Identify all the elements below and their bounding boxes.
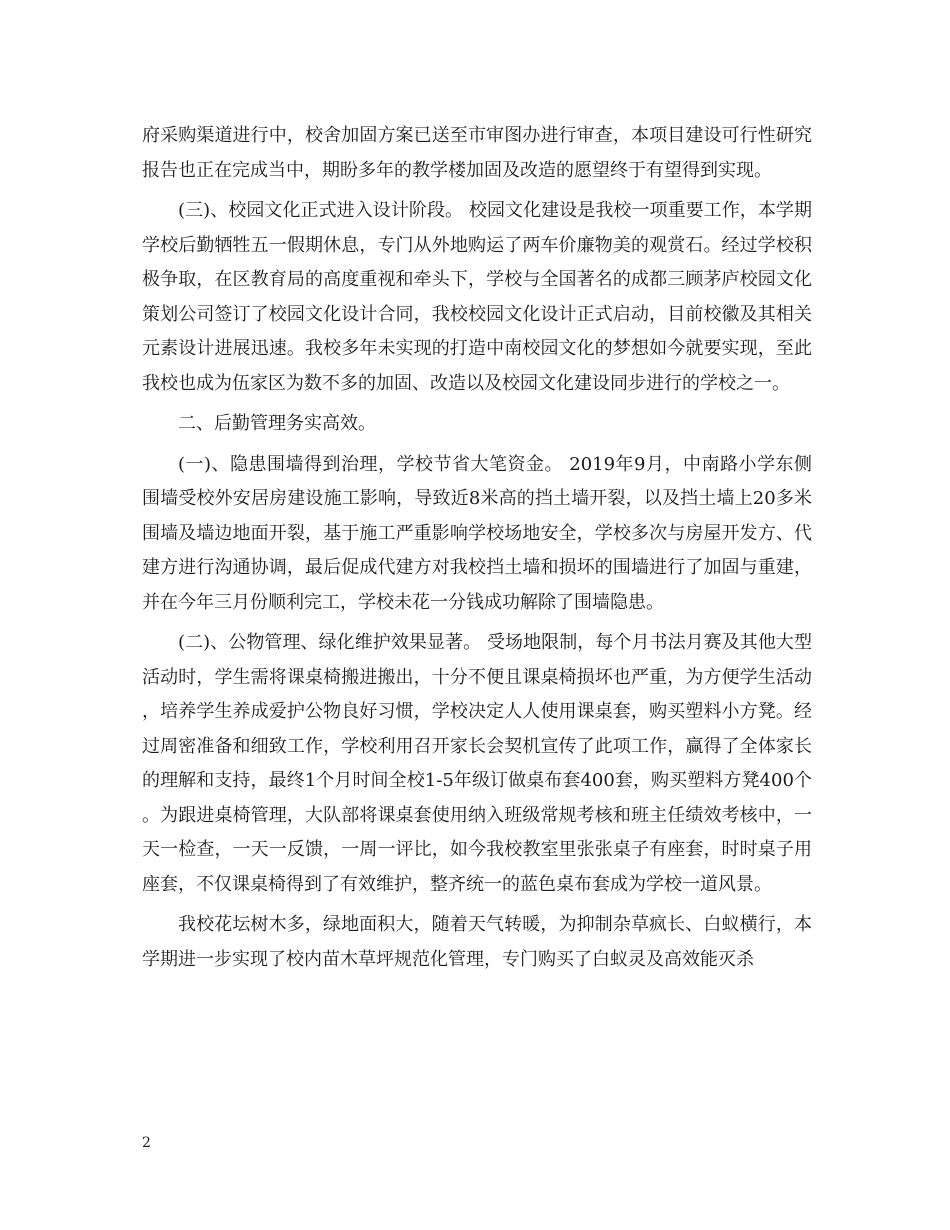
section-heading-logistics: 二、后勤管理务实高效。	[178, 413, 376, 434]
paragraph-campus-culture: (三)、校园文化正式进入设计阶段。 校园文化建设是我校一项重要工作，本学期学校后勤牺牲五一假期休息，专门从外地购运了两车价廉物美的观赏石。经过学校积极争取，在区教育局的高度重视和牵头下，学校与全国著名的成都三顾茅庐校园文化策划公司签订了校园文化设计合同，我校校园文化设计正式启动，目前校徽及其相关元素设计进展迅速。我校多年未实现的打造中南校园文化的梦想如今就要实现，至此我校也成为伍家区为数不多的加固、改造以及校园文化建设同步进行的学校之一。	[142, 200, 812, 394]
paragraph-greening: 我校花坛树木多，绿地面积大，随着天气转暖，为抑制杂草疯长、白蚁横行，本学期进一步实现了校内苗木草坪规范化管理，专门购买了白蚁灵及高效能灭杀	[142, 914, 812, 970]
paragraph-property-management: (二)、公物管理、绿化维护效果显著。 受场地限制，每个月书法月赛及其他大型活动时，学生需将课桌椅搬进搬出，十分不便且课桌椅损坏也严重，为方便学生活动，培养学生养成爱护公物良好习惯，学校决定人人使用课桌套，购买塑料小方凳。经过周密准备和细致工作，学校利用召开家长会契机宣传了此项工作，赢得了全体家长的理解和支持，最终1个月时间全校1-5年级订做桌布套400套，购买塑料方凳400个。为跟进桌椅管理，大队部将课桌套使用纳入班级常规考核和班主任绩效考核中，一天一检查，一天一反馈，一周一评比，如今我校教室里张张桌子有座套，时时桌子用座套，不仅课桌椅得到了有效维护，整齐统一的蓝色桌布套成为学校一道风景。	[142, 632, 812, 895]
paragraph-continuation: 府采购渠道进行中，校舍加固方案已送至市审图办进行审查，本项目建设可行性研究报告也正在完成当中，期盼多年的教学楼加固及改造的愿望终于有望得到实现。	[142, 125, 812, 181]
paragraph-wall-repair: (一)、隐患围墙得到治理，学校节省大笔资金。 2019年9月，中南路小学东侧围墙受校外安居房建设施工影响，导致近8米高的挡土墙开裂，以及挡土墙上20多米围墙及墙边地面开裂，基于施工严重影响学校场地安全，学校多次与房屋开发方、代建方进行沟通协调，最后促成代建方对我校挡土墙和损坏的围墙进行了加固与重建，并在今年三月份顺利完工，学校未花一分钱成功解除了围墙隐患。	[142, 453, 812, 613]
document-body	[142, 119, 812, 977]
page-number: 2	[142, 1135, 151, 1151]
